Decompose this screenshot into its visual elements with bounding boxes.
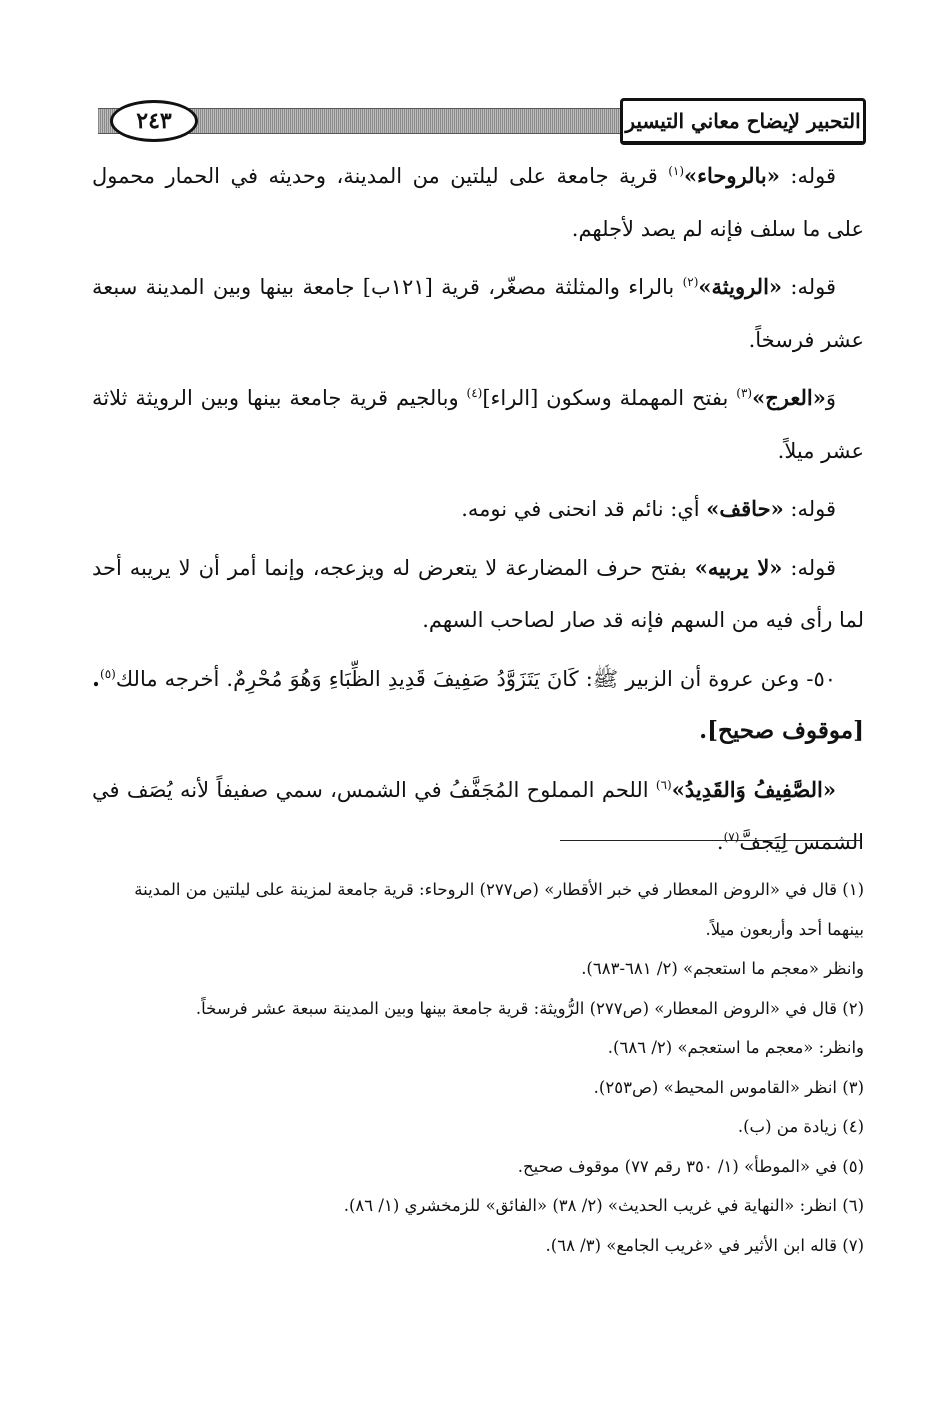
footnote-ref[interactable]: (٤) [466,386,483,400]
page-number: ٢٤٣ [110,100,198,142]
footnote-1: (١) قال في «الروض المعطار في خبر الأقطار» (ص٢٧٧) الروحاء: قرية جامعة لمزينة على ليلتين من المدينة [134,880,864,899]
term-arj: «العرج» [752,385,826,410]
footnote-separator [560,840,860,841]
paragraph-prefix: قوله: [782,555,837,580]
paragraph-ruwaytha [92,261,864,366]
footnote-ref[interactable]: (١) [668,164,685,178]
book-title: التحبير لإيضاح معاني التيسير [620,98,866,145]
hadith-verdict: . [موقوف صحيح]. [92,664,864,744]
paragraph-safif [92,764,864,869]
paragraph-prefix: قوله: [779,164,836,188]
paragraph-haqif [92,483,864,536]
paragraph-text: بفتح المهملة وسكون [الراء] [482,386,737,410]
footnote-7: (٧) قاله ابن الأثير في «غريب الجامع» (٣/ ٦٨). [545,1235,864,1255]
footnote-ref[interactable]: (٢) [682,275,699,289]
paragraph-la-yuribuhu [92,542,864,647]
footnote-ref[interactable]: (٣) [736,386,753,400]
footnote-2-see-also: وانظر: «معجم ما استعجم» (٢/ ٦٨٦). [607,1038,864,1057]
term-safif-qadid: «الصَّفِيفُ وَالقَدِيدُ» [671,776,836,802]
footnotes [92,870,864,1265]
footnote-ref[interactable]: (٧) [723,830,740,844]
paragraph-text: قرية جامعة على ليلتين من المدينة، وحديثه في الحمار محمول على ما سلف فإنه لم يصد لأجلهم. [92,164,864,241]
footnote-6: (٦) انظر: «النهاية في غريب الحديث» (٢/ ٣٨) «الفائق» للزمخشري (١/ ٨٦). [343,1196,864,1215]
footnote-5: (٥) في «الموطأ» (١/ ٣٥٠ رقم ٧٧) موقوف صحيح. [517,1156,864,1176]
footnote-1-continued: بينهما أحد وأربعون ميلاً. [705,919,864,939]
hadith-50 [92,653,864,758]
footnote-2: (٢) قال في «الروض المعطار» (ص٢٧٧) الرُّويثة: قرية جامعة بينها وبين المدينة سبعة عشر فرسخاً. [195,998,864,1018]
paragraph-text: اللحم المملوح المُجَفَّفُ في الشمس، سمي صفيفاً لأنه يُصَف في الشمس لِيَجفَّ [92,777,864,854]
footnote-4: (٤) زيادة من (ب). [737,1117,864,1136]
paragraph-prefix: وَ [825,386,836,410]
paragraph-rawha [92,150,864,255]
paragraph-text: وبالجيم قرية جامعة بينها وبين الرويثة ثلاثة عشر ميلاً. [92,386,864,463]
term-rawha: «بالروحاء» [684,163,780,188]
main-text [92,150,864,875]
footnote-1-see-also: وانظر «معجم ما استعجم» (٢/ ٦٨١-٦٨٣). [581,959,864,978]
footnote-3: (٣) انظر «القاموس المحيط» (ص٢٥٣). [593,1077,864,1097]
footnote-ref[interactable]: (٥) [100,666,116,681]
paragraph-prefix: قوله: [782,275,837,299]
paragraph-prefix: قوله: [783,497,836,521]
term-la-yuribuhu: «لا يربيه» [694,554,783,580]
paragraph-text: بالراء والمثلثة مصغّر، قرية [١٢١ب] جامعة بينها وبين المدينة سبعة عشر فرسخاً. [92,275,864,352]
page-header [98,98,866,144]
term-ruwaytha: «الرويثة» [698,274,783,299]
footnote-ref[interactable]: (٦) [655,777,672,792]
paragraph-text: بفتح حرف المضارعة لا يتعرض له ويزعجه، وإنما أمر أن لا يريبه أحد لما رأى فيه من السهم فإنه قد صار لصاحب السهم. [92,555,864,632]
paragraph-end: . [716,830,724,854]
hadith-text: ٥٠- وعن عروة أن الزبير ﷺ: كَانَ يَتَزَوَّدُ صَفِيفَ قَدِيدِ الظِّبَاءِ وَهُوَ مُحْرِمٌ. أخرجه مالك [115,666,836,691]
paragraph-arj [92,372,864,477]
term-haqif: «حاقف» [706,496,784,521]
paragraph-text: أي: نائم قد انحنى في نومه. [461,497,707,521]
